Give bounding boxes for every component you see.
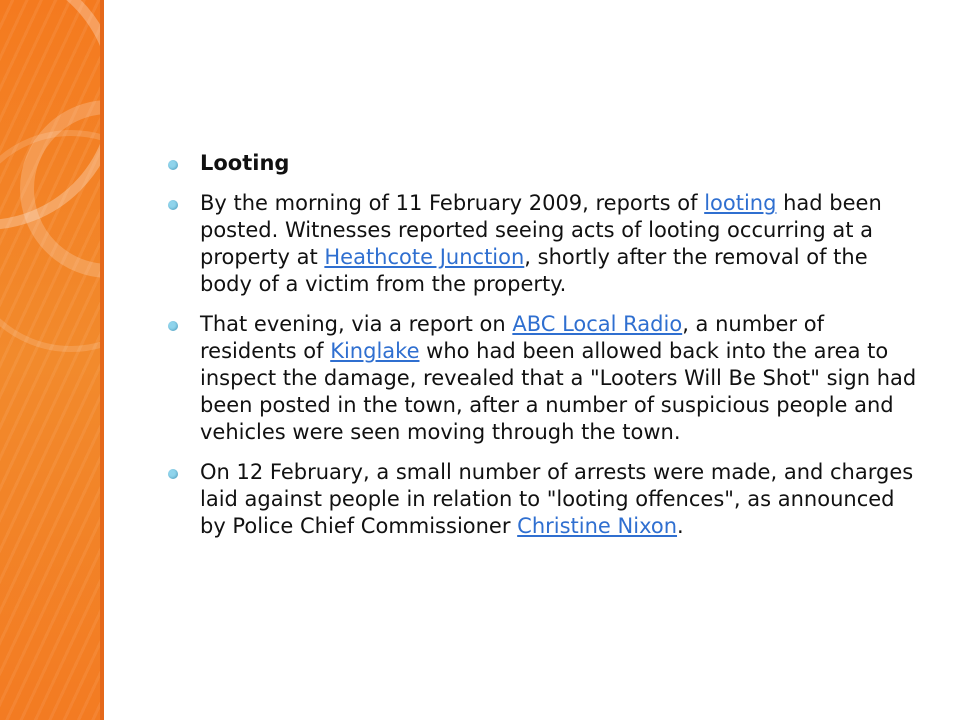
bullet-text: , a number of residents of	[200, 312, 824, 363]
bullet-item	[166, 190, 926, 298]
bullet-dot-icon	[168, 321, 178, 331]
bullet-text: That evening, via a report on	[200, 312, 513, 336]
bullet-text: .	[677, 514, 684, 538]
bullet-text: who had been allowed back into the area to inspect the damage, revealed that a "Looters Will Be Shot" sign had been posted in the town, after a number of suspicious people and vehicles were seen moving through the town.	[200, 339, 917, 444]
slide-content	[166, 150, 926, 553]
bullet-text: By the morning of 11 February 2009, reports of	[200, 191, 705, 215]
band-edge	[100, 0, 104, 720]
link-looting[interactable]: looting	[704, 191, 777, 215]
orange-side-band	[0, 0, 104, 720]
bullet-text: , shortly after the removal of the body of a victim from the property.	[200, 245, 868, 296]
bullet-item	[166, 459, 926, 540]
decorative-ring-faint	[0, 130, 104, 352]
link-abc-local-radio[interactable]: ABC Local Radio	[512, 312, 683, 336]
bullet-text: had been posted. Witnesses reported seeing acts of looting occurring at a property at	[200, 191, 882, 269]
bullet-heading	[166, 150, 926, 177]
bullet-list	[166, 150, 926, 540]
link-heathcote-junction[interactable]: Heathcote Junction	[324, 245, 525, 269]
bullet-item	[166, 311, 926, 446]
bullet-dot-icon	[168, 160, 178, 170]
link-kinglake[interactable]: Kinglake	[330, 339, 420, 363]
bullet-dot-icon	[168, 200, 178, 210]
heading-text: Looting	[200, 151, 290, 175]
bullet-dot-icon	[168, 469, 178, 479]
link-christine-nixon[interactable]: Christine Nixon	[517, 514, 678, 538]
bullet-text: On 12 February, a small number of arrests were made, and charges laid against people in relation to "looting offences", as announced by Police Chief Commissioner	[200, 460, 914, 538]
